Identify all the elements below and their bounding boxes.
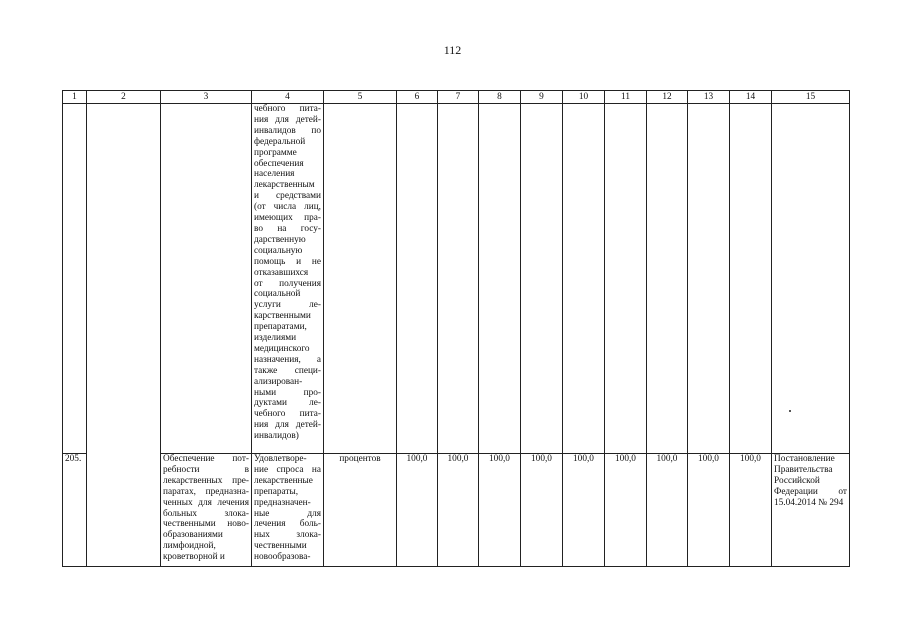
text-line: лекарственным <box>254 180 315 191</box>
text-line: карственными <box>254 311 311 322</box>
column-header: 15 <box>772 91 850 104</box>
program-indicators-table <box>62 90 850 567</box>
text-line: изделиями <box>254 333 297 344</box>
text-line: социальной <box>254 289 301 300</box>
column-header: 9 <box>521 91 563 104</box>
table-cell <box>730 104 772 454</box>
column-header: 13 <box>688 91 730 104</box>
text-line: Удовлетворе- <box>254 454 307 464</box>
text-line: услуги ле- <box>254 300 321 311</box>
text-line: населения <box>254 169 295 180</box>
text-line: имеющих пра- <box>254 213 321 224</box>
table-cell <box>161 104 252 454</box>
text-line: чественными <box>254 541 307 552</box>
page-number: 112 <box>443 43 462 57</box>
text-line: обеспечения <box>254 158 304 169</box>
column-header: 1 <box>63 91 87 104</box>
table-cell <box>563 104 605 454</box>
text-line: назначения, а <box>254 354 321 365</box>
text-line: программе <box>254 147 297 158</box>
table-row-continuation <box>63 104 850 454</box>
text-line: Федерации от <box>774 486 847 497</box>
text-line: лекарственные <box>254 475 313 486</box>
column-header: 11 <box>605 91 647 104</box>
column-header: 12 <box>647 91 688 104</box>
text-line: предназначен- <box>254 497 311 508</box>
table-row-205 <box>63 454 850 567</box>
table-cell <box>688 104 730 454</box>
text-line: 15.04.2014 № 294 <box>774 497 844 508</box>
table-cell <box>438 104 479 454</box>
value-cell: 100,0 <box>730 454 772 567</box>
value-cell: 100,0 <box>479 454 521 567</box>
measure-text-cell <box>161 454 252 567</box>
text-line: кроветворной и <box>163 552 225 563</box>
text-line: и средствами <box>254 191 321 202</box>
text-line: от получения <box>254 278 321 289</box>
text-line: ализирован- <box>254 376 303 387</box>
table-cell <box>324 104 397 454</box>
text-line: ния для детей- <box>254 114 321 125</box>
column-header: 4 <box>252 91 324 104</box>
text-line: (от числа лиц, <box>254 202 321 213</box>
unit-cell: процентов <box>324 454 397 567</box>
text-line: федеральной <box>254 136 306 147</box>
table-cell <box>647 104 688 454</box>
column-header: 2 <box>87 91 161 104</box>
column-header: 3 <box>161 91 252 104</box>
text-line: образованиями <box>163 530 223 541</box>
text-line: Правительства <box>774 464 833 475</box>
text-line: Постановление <box>774 454 835 464</box>
text-line: ченных для лечения <box>163 497 249 508</box>
column-header: 10 <box>563 91 605 104</box>
value-cell: 100,0 <box>605 454 647 567</box>
value-cell: 100,0 <box>688 454 730 567</box>
column-header: 7 <box>438 91 479 104</box>
column-header: 6 <box>397 91 438 104</box>
table-cell <box>87 104 161 454</box>
table-cell <box>479 104 521 454</box>
text-line: инвалидов) <box>254 431 299 442</box>
column-header: 5 <box>324 91 397 104</box>
text-line: паратах, предназна- <box>163 486 249 497</box>
text-line: больных злока- <box>163 508 249 519</box>
table-cell <box>605 104 647 454</box>
legal-basis-cell <box>772 454 850 567</box>
column-number-header-row <box>63 91 850 104</box>
text-line: медицинского <box>254 343 310 354</box>
text-line: ные для <box>254 508 321 519</box>
indicator-text-cell <box>252 454 324 567</box>
row-number-cell: 205. <box>63 454 87 567</box>
text-line: Обеспечение пот- <box>163 454 249 464</box>
text-line: отказавшихся <box>254 267 309 278</box>
text-line: препаратами, <box>254 322 307 333</box>
column-header: 14 <box>730 91 772 104</box>
text-line: чественными ново- <box>163 519 249 530</box>
column-header: 8 <box>479 91 521 104</box>
table-cell <box>87 454 161 567</box>
text-line: дарственную <box>254 234 306 245</box>
text-line: ния для детей- <box>254 420 321 431</box>
text-line: также специ- <box>254 365 321 376</box>
table-cell <box>397 104 438 454</box>
text-line: лечения боль- <box>254 519 321 530</box>
text-line: социальную <box>254 245 303 256</box>
text-line: препараты, <box>254 486 299 497</box>
text-line: ных злока- <box>254 530 321 541</box>
value-cell: 100,0 <box>647 454 688 567</box>
text-line: чебного пита- <box>254 104 321 114</box>
text-line: ными про- <box>254 387 321 398</box>
text-line: лимфоидной, <box>163 541 216 552</box>
text-line: дуктами ле- <box>254 398 321 409</box>
value-cell: 100,0 <box>397 454 438 567</box>
text-line: ние спроса на <box>254 464 321 475</box>
value-cell: 100,0 <box>563 454 605 567</box>
text-line: лекарственных пре- <box>163 475 249 486</box>
text-line: помощь и не <box>254 256 321 267</box>
table-cell <box>772 104 850 454</box>
text-line: ребности в <box>163 464 249 475</box>
scan-speck <box>789 410 791 412</box>
table-cell <box>521 104 563 454</box>
text-line: во на госу- <box>254 223 321 234</box>
text-line: Российской <box>774 475 820 486</box>
text-line: инвалидов по <box>254 125 321 136</box>
text-line: новообразова- <box>254 552 311 563</box>
value-cell: 100,0 <box>438 454 479 567</box>
text-line: чебного пита- <box>254 409 321 420</box>
indicator-text-cell <box>252 104 324 454</box>
table-cell <box>63 104 87 454</box>
value-cell: 100,0 <box>521 454 563 567</box>
